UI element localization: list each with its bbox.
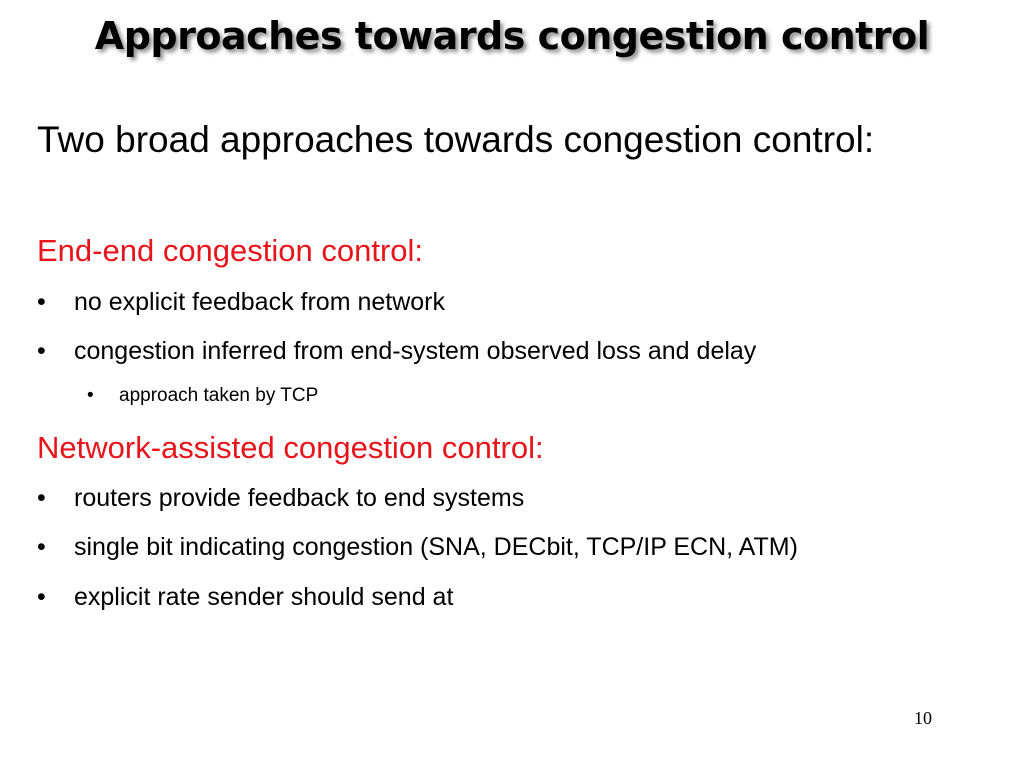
bullet-text: congestion inferred from end-system observed loss and delay xyxy=(74,337,757,365)
bullet-text: single bit indicating congestion (SNA, DECbit, TCP/IP ECN, ATM) xyxy=(74,533,798,561)
slide-title: Approaches towards congestion control xyxy=(94,14,930,58)
bullet-text: routers provide feedback to end systems xyxy=(74,484,525,512)
page-number: 10 xyxy=(914,708,932,728)
section-heading-end-end: End-end congestion control: xyxy=(37,233,424,268)
bullet-glyph: • xyxy=(37,533,46,561)
bullet-glyph: • xyxy=(37,288,46,316)
bullet-glyph: • xyxy=(87,385,94,406)
bullet-glyph: • xyxy=(37,337,46,365)
bullet-glyph: • xyxy=(37,583,46,611)
bullet-text: explicit rate sender should send at xyxy=(74,583,454,611)
sub-bullet-text: approach taken by TCP xyxy=(119,385,319,406)
bullet-text: no explicit feedback from network xyxy=(74,288,446,316)
intro-text: Two broad approaches towards congestion control: xyxy=(37,119,875,160)
bullet-glyph: • xyxy=(37,484,46,512)
section-heading-network-assisted: Network-assisted congestion control: xyxy=(37,430,544,465)
